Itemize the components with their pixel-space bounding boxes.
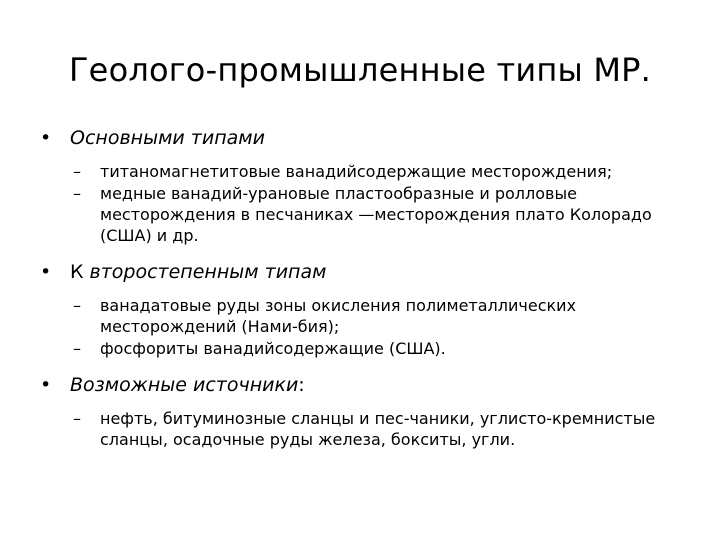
sub-item-text: медные ванадий-урановые пластообразные и ролловые месторождения в песчаниках —месторождения плато Колорадо (США) и др. (100, 184, 652, 245)
slide-content (40, 126, 700, 464)
dash-icon: – (73, 409, 81, 428)
bullet-possible-sources (40, 373, 700, 398)
sub-item (40, 295, 700, 337)
sub-list-possible-sources (40, 408, 700, 450)
bullet-main-types (40, 126, 700, 151)
sub-item-text: ванадатовые руды зоны окисления полиметаллических месторождений (Нами-бия); (100, 296, 577, 336)
bullet-icon: • (40, 127, 52, 149)
sub-item-text: титаномагнетитовые ванадийсодержащие месторождения; (100, 162, 613, 181)
dash-icon: – (73, 184, 81, 203)
sub-list-secondary-types (40, 295, 700, 359)
bullet-icon: • (40, 261, 52, 283)
dash-icon: – (73, 162, 81, 181)
bullet-secondary-types (40, 260, 700, 285)
sub-item (40, 408, 700, 450)
bullet-lead: Основными типами (70, 127, 265, 149)
sub-item-text: нефть, битуминозные сланцы и пес-чаники, углисто-кремнистые сланцы, осадочные руды железа, бокситы, угли. (100, 409, 656, 449)
sub-item-text: фосфориты ванадийсодержащие (США). (100, 339, 446, 358)
sub-item (40, 338, 700, 359)
dash-icon: – (73, 296, 81, 315)
bullet-lead: второстепенным типам (89, 261, 327, 283)
sub-list-main-types (40, 161, 700, 246)
dash-icon: – (73, 339, 81, 358)
bullet-icon: • (40, 374, 52, 396)
bullet-prefix: К (70, 261, 90, 283)
slide-title: Геолого-промышленные типы МР. (68, 51, 652, 89)
sub-item (40, 161, 700, 182)
bullet-lead: Возможные источники (70, 374, 299, 396)
sub-item (40, 183, 700, 246)
bullet-suffix: : (298, 374, 305, 396)
